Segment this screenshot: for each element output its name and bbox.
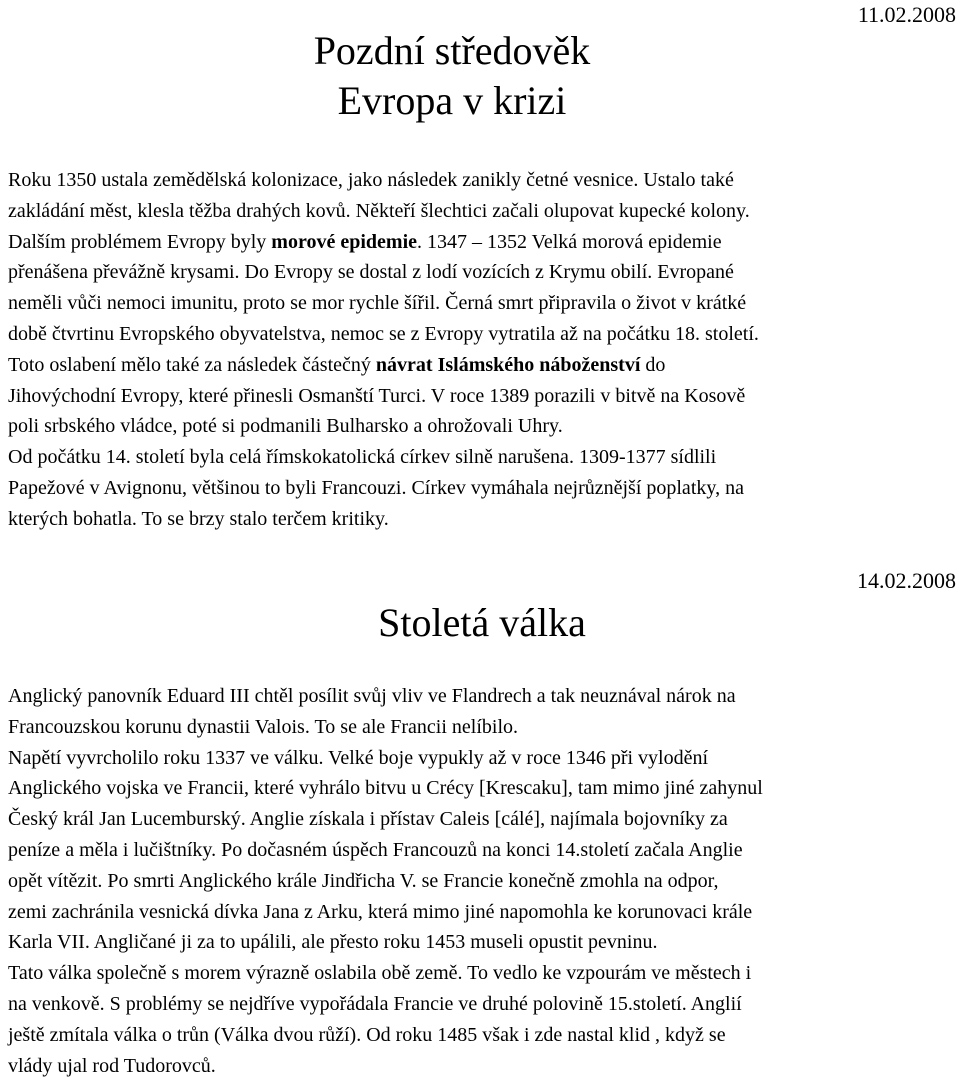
title-line-1: Pozdní středověk [313,28,591,73]
text-line: zemi zachránila vesnická dívka Jana z Arku, která mimo jiné napomohla ke korunovaci krále [8,900,753,923]
text-line: zakládání měst, klesla těžba drahých kovů. Někteří šlechtici začali olupovat kupecké kolony. [8,199,750,222]
text-line: Český král Jan Lucemburský. Anglie získala i přístav Caleis [cálé], najímala bojovníky za [8,808,728,831]
section-date: 11.02.2008 [857,2,956,27]
page-title [282,26,622,126]
text-line: přenášena převážně krysami. Do Evropy se dostal z lodí vozících z Krymu obilí. Evropané [8,261,734,284]
text-line: Roku 1350 ustala zemědělská kolonizace, jako následek zanikly četné vesnice. Ustalo také [8,169,734,191]
text-line: době čtvrtinu Evropského obyvatelstva, nemoc se z Evropy vytratila až na počátku 18. století. [8,322,759,345]
text-line: ještě zmítala válka o trůn (Válka dvou růží). Od roku 1485 však i zde nastal klid , když se [8,1023,726,1046]
text-line: neměli vůči nemoci imunitu, proto se mor rychle šířil. Černá smrt připravila o život v krátké [8,292,747,315]
text-line: Papežové v Avignonu, většinou to byli Francouzi. Církev vymáhala nejrůznější poplatky, na [8,476,744,499]
title-line-2: Evropa v krizi [337,78,567,123]
text-line: Francouzskou korunu dynastii Valois. To se ale Francii nelíbilo. [8,715,519,738]
text-line: poli srbského vládce, poté si podmanili Bulharsko a ohrožovali Uhry. [8,415,563,438]
text-line: opět vítězit. Po smrti Anglického krále Jindřicha V. se Francie konečně zmohla na odpor, [8,869,719,892]
text-line: Karla VII. Angličané ji za to upálili, ale přesto roku 1453 museli opustit pevninu. [8,931,658,954]
text-line: vlády ujal rod Tudorovců. [8,1054,216,1077]
text-line: Jihovýchodní Evropy, které přinesli Osmanští Turci. V roce 1389 porazili v bitvě na Kosově [8,384,746,407]
paragraph-section-2 [8,681,953,1081]
section-date: 14.02.2008 [857,568,956,593]
bold-term: návrat Islámského náboženství [375,353,641,376]
text-line: peníze a měla i lučištníky. Po dočasném úspěch Francouzů na konci 14.století začala Anglie [8,838,743,861]
text-line: Anglický panovník Eduard III chtěl posílit svůj vliv ve Flandrech a tak neuznával nárok na [8,685,736,707]
text-line: Od počátku 14. století byla celá římskokatolická církev silně narušena. 1309-1377 sídlili [8,446,717,469]
text-line: na venkově. S problémy se nejdříve vypořádala Francie ve druhé polovině 15.století. Anglií [8,992,742,1015]
text-line: Tato válka společně s morem výrazně oslabila obě země. To vedlo ke vzpourám ve městech i [8,962,752,985]
text-line: Toto oslabení mělo také za následek částečný návrat Islámského náboženství do [8,353,666,376]
paragraph-section-1 [8,165,953,535]
text-line: Napětí vyvrcholilo roku 1337 ve válku. Velké boje vypukly až v roce 1346 při vylodění [8,746,709,769]
section-title: Stoletá válka [378,600,586,645]
text-line: Dalším problémem Evropy byly morové epidemie. 1347 – 1352 Velká morová epidemie [8,230,722,253]
text-line: kterých bohatla. To se brzy stalo terčem kritiky. [8,507,389,530]
bold-term: morové epidemie [271,230,417,253]
text-line: Anglického vojska ve Francii, které vyhrálo bitvu u Crécy [Krescaku], tam mimo jiné zahynul [8,777,763,800]
